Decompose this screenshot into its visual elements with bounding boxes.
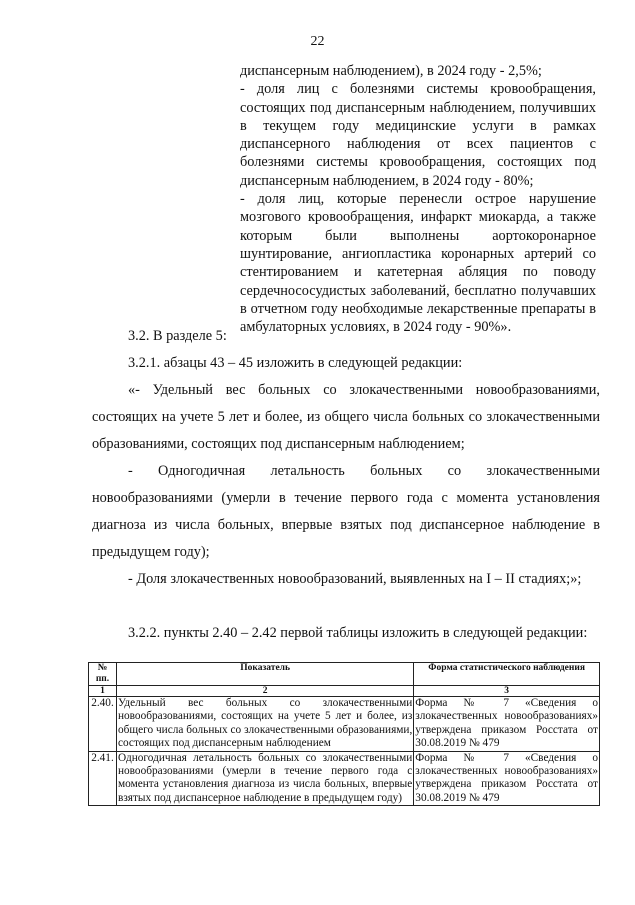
paragraph-quote-share: «- Удельный вес больных со злокачественными новообразованиями, состоящих на учете 5 лет и более, из общего числа больных со злокачественными образованиями, состоящих под диспансерным наблюдением; [92,382,600,452]
paragraph-stages: - Доля злокачественных новообразований, выявленных на I – II стадиях;»; [128,571,582,587]
paragraph-3-2-2: 3.2.2. пункты 2.40 – 2.42 первой таблицы изложить в следующей редакции: [128,625,588,641]
indented-line-1: диспансерным наблюдением), в 2024 году - 2,5%; [240,63,542,79]
page-number: 22 [310,34,325,49]
table-row [89,751,600,806]
row-form: Форма № 7 «Сведения о злокачественных новообразованиях» утверждена приказом Росстата от 30.08.2019 № 479 [415,751,598,804]
row-indicator: Удельный вес больных со злокачественными новообразованиями, состоящих на учете 5 лет и более, из общего числа больных со злокачественными образованиями, состоящих под диспансерным наблюдением [117,697,413,750]
column-number: 2 [116,686,413,697]
table-header-row [89,663,600,686]
row-number: 2.41. [89,751,117,806]
indented-block [240,62,596,336]
column-number: 1 [89,686,117,697]
table-row [89,697,600,752]
indented-item-cardiovascular: - доля лиц с болезнями системы кровообращения, состоящих под диспансерным наблюдением, получивших в текущем году медицинские услуги в рамках диспансерного наблюдения от всех пациентов с болезнями системы кровообращения, состоящих под диспансерным наблюдением, в 2024 году - 80%; [240,81,596,189]
row-number: 2.40. [89,697,117,752]
header-indicator: Показатель [116,663,413,686]
header-number: № пп. [89,663,117,686]
table-column-numbers-row [89,686,600,697]
row-form: Форма № 7 «Сведения о злокачественных новообразованиях» утверждена приказом Росстата от 30.08.2019 № 479 [415,697,598,750]
row-indicator: Одногодичная летальность больных со злокачественными новообразованиями (умерли в течение первого года с момента установления диагноза из числа больных, впервые взятых под диспансерное наблюдение в предыдущем году) [117,751,413,804]
header-form: Форма статистического наблюдения [414,663,600,686]
paragraph-3-2-1: 3.2.1. абзацы 43 – 45 изложить в следующей редакции: [128,355,463,371]
section-heading: 3.2. В разделе 5: [128,328,227,344]
paragraph-lethality: - Одногодичная летальность больных со злокачественными новообразованиями (умерли в течение первого года с момента установления диагноза из числа больных, впервые взятых под диспансерное наблюдение в предыдущем году); [92,463,600,560]
statistics-table [88,662,600,806]
indented-item-stroke: - доля лиц, которые перенесли острое нарушение мозгового кровообращения, инфаркт миокарда, а также которым были выполнены аортокоронарное шунтирование, ангиопластика коронарных артерий со стентированием и катетерная абляция по поводу сердечнососудистых заболеваний, бесплатно получавших в отчетном году необходимые лекарственные препараты в амбулаторных условиях, в 2024 году - 90%». [240,191,596,336]
column-number: 3 [414,686,600,697]
